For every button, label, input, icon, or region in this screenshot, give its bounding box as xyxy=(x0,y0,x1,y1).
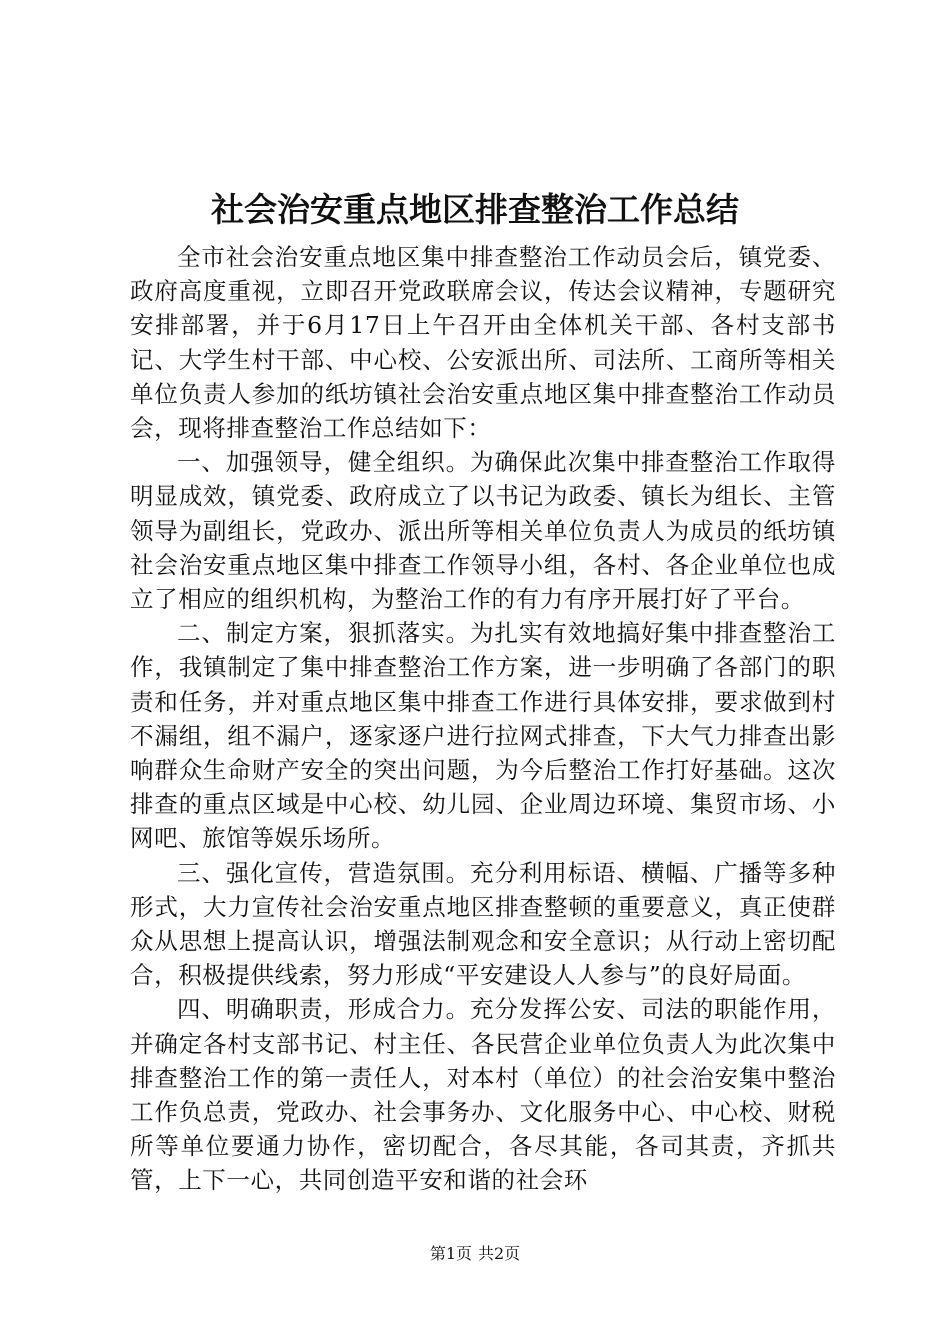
page-total: 共2页 xyxy=(478,1244,521,1263)
page-footer xyxy=(0,1242,950,1266)
paragraph-section-3: 三、强化宣传，营造氛围。充分利用标语、横幅、广播等多种形式，大力宣传社会治安重点地区排查整顿的重要意义，真正使群众从思想上提高认识，增强法制观念和安全意识；从行动上密切配合，积极提供线索，努力形成“平安建设人人参与”的良好局面。 xyxy=(130,858,836,990)
document-title: 社会治安重点地区排查整治工作总结 xyxy=(211,190,739,229)
document-body xyxy=(130,240,836,1198)
paragraph-section-1: 一、加强领导，健全组织。为确保此次集中排查整治工作取得明显成效，镇党委、政府成立了以书记为政委、镇长为组长、主管领导为副组长，党政办、派出所等相关单位负责人为成员的纸坊镇社会治安重点地区集中排查工作领导小组，各村、各企业单位也成立了相应的组织机构，为整治工作的有力有序开展打好了平台。 xyxy=(130,448,836,614)
paragraph-intro: 全市社会治安重点地区集中排查整治工作动员会后，镇党委、政府高度重视，立即召开党政联席会议，传达会议精神，专题研究安排部署，并于6月17日上午召开由全体机关干部、各村支部书记、大学生村干部、中心校、公安派出所、司法所、工商所等相关单位负责人参加的纸坊镇社会治安重点地区集中排查整治工作动员会，现将排查整治工作总结如下： xyxy=(130,243,836,443)
paragraph-section-4: 四、明确职责，形成合力。充分发挥公安、司法的职能作用，并确定各村支部书记、村主任、各民营企业单位负责人为此次集中排查整治工作的第一责任人，对本村（单位）的社会治安集中整治工作负总责，党政办、社会事务办、文化服务中心、中心校、财税所等单位要通力协作，密切配合，各尽其能，各司其责，齐抓共管，上下一心，共同创造平安和谐的社会环 xyxy=(130,995,836,1195)
paragraph-section-2: 二、制定方案，狠抓落实。为扎实有效地搞好集中排查整治工作，我镇制定了集中排查整治工作方案，进一步明确了各部门的职责和任务，并对重点地区集中排查工作进行具体安排，要求做到村不漏组，组不漏户，逐家逐户进行拉网式排查，下大气力排查出影响群众生命财产安全的突出问题，为今后整治工作打好基础。这次排查的重点区域是中心校、幼儿园、企业周边环境、集贸市场、小网吧、旅馆等娱乐场所。 xyxy=(130,619,836,853)
page-number: 第1页 xyxy=(429,1244,472,1263)
